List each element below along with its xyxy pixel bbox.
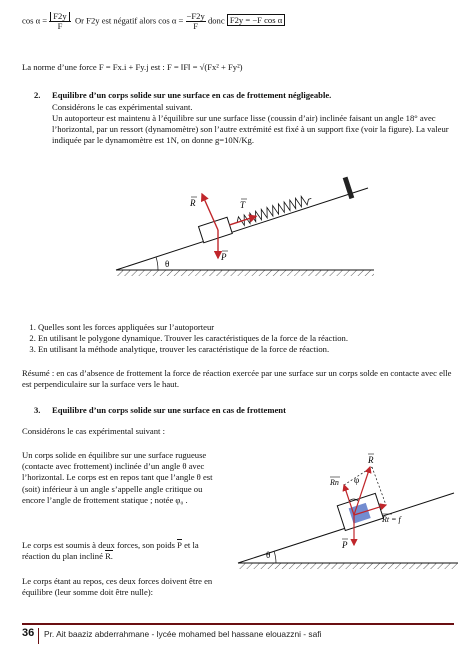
cos-alpha-label-2: cos α =: [158, 15, 184, 26]
figure-friction-incline: [236, 445, 460, 575]
figure-incline-spring: [110, 170, 380, 282]
weight-label: P: [342, 540, 348, 550]
ground-hatch: [238, 563, 458, 569]
norm-line: [22, 62, 243, 73]
section-2-description: Un autoporteur est maintenu à l’équilibre sur une surface lisse (coussin d’air) inclinée faisant un angle 18° avec l’horizontal, par un ressort (dynamomètre) son l’autre extrémité est fixé à un support fixe (voir la figure). La valeur indiquée par le dynamomètre est 1N, on donne g=10N/Kg.: [52, 113, 449, 146]
section-2-intro: Considérons le cas expérimental suivant.: [52, 102, 193, 112]
forces-text: Le corps est soumis à deux forces, son poids: [22, 540, 175, 550]
boxed-result: F2y = −F cos α: [227, 14, 285, 26]
norm-est: est :: [150, 62, 165, 72]
section-3-paragraph-1: Un corps solide en équilibre sur une surface rugueuse (contacte avec frottement) inclinée d’un angle θ avec l’horizontal. Le corps est en repos tant que l’angle θ est (soit) inférieur à un angle s’appelle angle critique ou encore l’angle de frottement statique ; notée φ₀ .: [22, 450, 213, 505]
angle-arc: [156, 257, 158, 270]
tangential-reaction-label: Rt = f: [382, 515, 401, 524]
section-2-title: Equilibre d’un corps solide sur une surface en cas de frottement négligeable.: [52, 90, 332, 100]
reaction-label: R: [368, 455, 374, 465]
angle-theta-label: θ: [266, 550, 271, 560]
page-number: 36: [22, 627, 35, 639]
fraction-abs-f2y-over-f: [49, 12, 70, 31]
angle-arc: [274, 551, 276, 563]
weight-label: P: [221, 252, 227, 262]
section-3-number: 3.: [34, 405, 41, 415]
section-2-number: 2.: [34, 90, 41, 100]
footer-rule: [22, 623, 454, 625]
vector-f-decomposition: F = Fx.i + Fy.j: [98, 62, 149, 72]
negative-text: est négatif alors: [101, 15, 157, 26]
section-3-title: Equilibre d’un corps solide sur une surface en cas de frottement: [52, 405, 286, 415]
section-3-intro: Considérons le cas expérimental suivant :: [22, 426, 165, 436]
autoporteur-block: [199, 217, 233, 242]
phi-label: φ: [354, 475, 360, 485]
tension-label: T: [240, 200, 246, 210]
or-text: Or: [74, 15, 85, 26]
questions-list-container: [22, 322, 462, 356]
donc-text: donc: [207, 15, 225, 26]
f-denominator: F: [57, 21, 63, 31]
cos-alpha-label: cos α =: [22, 15, 48, 26]
f-denominator-2: F: [193, 21, 199, 31]
question-item: 1. Quelles sont les forces appliquées sur l’autoporteur: [38, 322, 462, 333]
section-3-paragraph-3: Le corps étant au repos, ces deux forces doivent être en équilibre (leur somme doit être nulle):: [22, 576, 213, 598]
vector-p: P: [177, 540, 182, 550]
top-formula: [22, 12, 285, 31]
reaction-text: et la réaction du plan incliné: [22, 540, 199, 562]
footer-text: Pr. Ait baaziz abderrahmane - lycée mohamed bel hassane elouazzni - safi: [44, 629, 322, 639]
reaction-label: R: [190, 198, 196, 208]
question-item: 2. En utilisant le polygone dynamique. Trouver les caractéristiques de la force de la réaction.: [38, 333, 462, 344]
norm-formula: F = ‖F‖ = √(Fx² + Fy²): [166, 62, 243, 72]
f2y-symbol: F2y: [86, 15, 100, 26]
neg-f2y-numerator: −F2y: [186, 11, 205, 21]
abs-f2y: F2y: [50, 12, 69, 21]
ground-hatch: [116, 270, 374, 276]
questions-list: [22, 322, 462, 356]
spring: [228, 194, 313, 230]
vector-r: R.: [105, 551, 113, 562]
footer-divider: [38, 628, 39, 644]
angle-theta-label: θ: [165, 259, 170, 269]
normal-reaction-label: Rn: [330, 478, 339, 487]
fraction-neg-f2y-over-f: [186, 12, 206, 31]
section-3-paragraph-2: [22, 540, 222, 562]
norm-prefix: La norme d’une force: [22, 62, 97, 72]
resume-paragraph: Résumé : en cas d’absence de frottement la force de réaction exercée par une surface sur un corps solde en contacte avec elle est perpendiculaire sur la surface vers le haut.: [22, 368, 452, 390]
question-item: 3. En utilisant la méthode analytique, trouver les caractéristique de la force de réaction.: [38, 344, 462, 355]
